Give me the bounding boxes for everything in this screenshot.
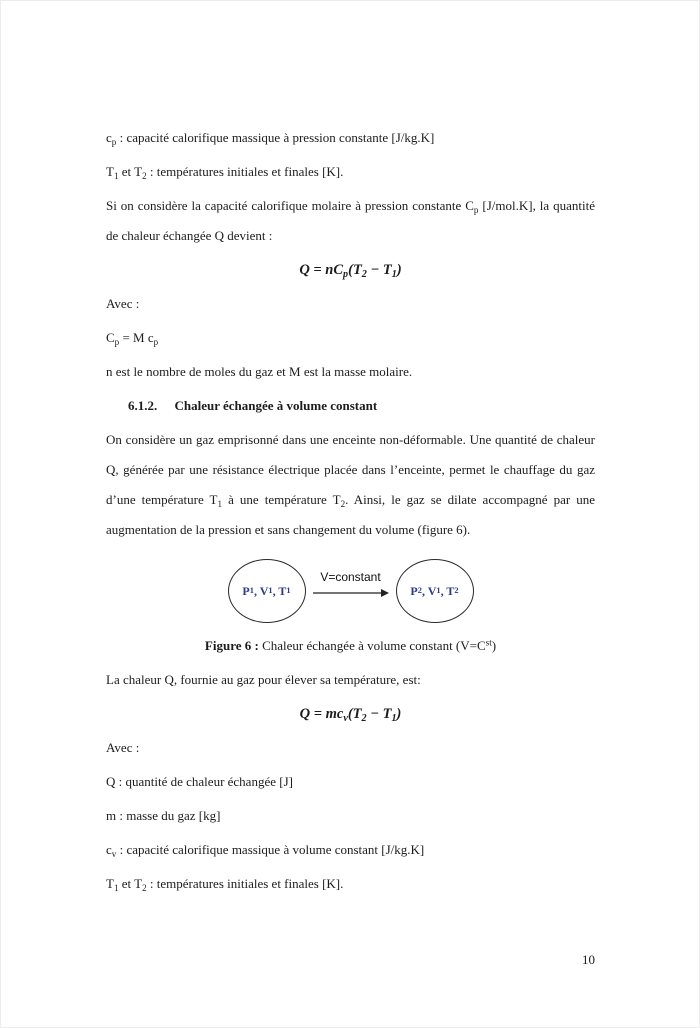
right-arrow-icon xyxy=(312,587,390,599)
equation-volume-constant: $Q = mc_v(T_2 - T_1)$ xyxy=(299,706,402,725)
section-title: Chaleur échangée à volume constant xyxy=(174,398,378,413)
paragraph-molar-heat: Si on considère la capacité calorifique molaire à pression constante $C_p$ [J/mol.K], la quantité de chaleur échangée Q devient : xyxy=(106,198,595,243)
section-heading-6-1-2 xyxy=(106,391,595,421)
definition-t1-t2-top: $T_1$ et $T_2$ : températures initiales et finales [K]. xyxy=(106,164,344,181)
definition-cv: $c_v$ : capacité calorifique massique à volume constant [J/kg.K] xyxy=(106,842,425,859)
definition-cp: $c_p$ : capacité calorifique massique à pression constante [J/kg.K] xyxy=(106,130,435,147)
la-chaleur-intro: La chaleur Q, fournie au gaz pour élever sa température, est: xyxy=(106,672,421,687)
definition-t1-t2-bottom: $T_1$ et $T_2$ : températures initiales et finales [K]. xyxy=(106,876,344,893)
page-content xyxy=(1,1,699,899)
figure-final-state-circle: P 2 , V 1 , T 2 xyxy=(396,559,474,623)
figure-initial-state-circle: P 1 , V 1 , T 1 xyxy=(228,559,306,623)
section-number: 6.1.2. xyxy=(128,398,158,413)
n-moles-note: n est le nombre de moles du gaz et M est la masse molaire. xyxy=(106,364,413,379)
figure-6-diagram xyxy=(106,559,595,623)
avec-label-2: Avec : xyxy=(106,740,140,755)
page-number: 10 xyxy=(582,952,595,967)
cp-relation: $C_p = M$ $c_p$ xyxy=(106,330,159,347)
paragraph-volume-constant: On considère un gaz emprisonné dans une enceinte non-déformable. Une quantité de chaleur Q, générée par une résistance électrique placée dans l’enceinte, permet le chauffage du gaz d’une température $T_1$ à une température $T_2$. Ainsi, le gaz se dilate accompagné par une augmentation de la pression et sans changement du volume (figure 6). xyxy=(106,432,595,537)
definition-q: Q : quantité de chaleur échangée [J] xyxy=(106,774,293,789)
figure-6-caption: Figure 6 : Chaleur échangée à volume constant (V=Cst) xyxy=(204,637,497,653)
figure-transition xyxy=(310,569,392,599)
figure-arrow-label: V=constant xyxy=(320,570,381,584)
avec-label-1: Avec : xyxy=(106,296,140,311)
definition-m: m : masse du gaz [kg] xyxy=(106,808,221,823)
equation-pressure-constant: $Q = nC_p(T_2 - T_1)$ xyxy=(299,262,402,281)
